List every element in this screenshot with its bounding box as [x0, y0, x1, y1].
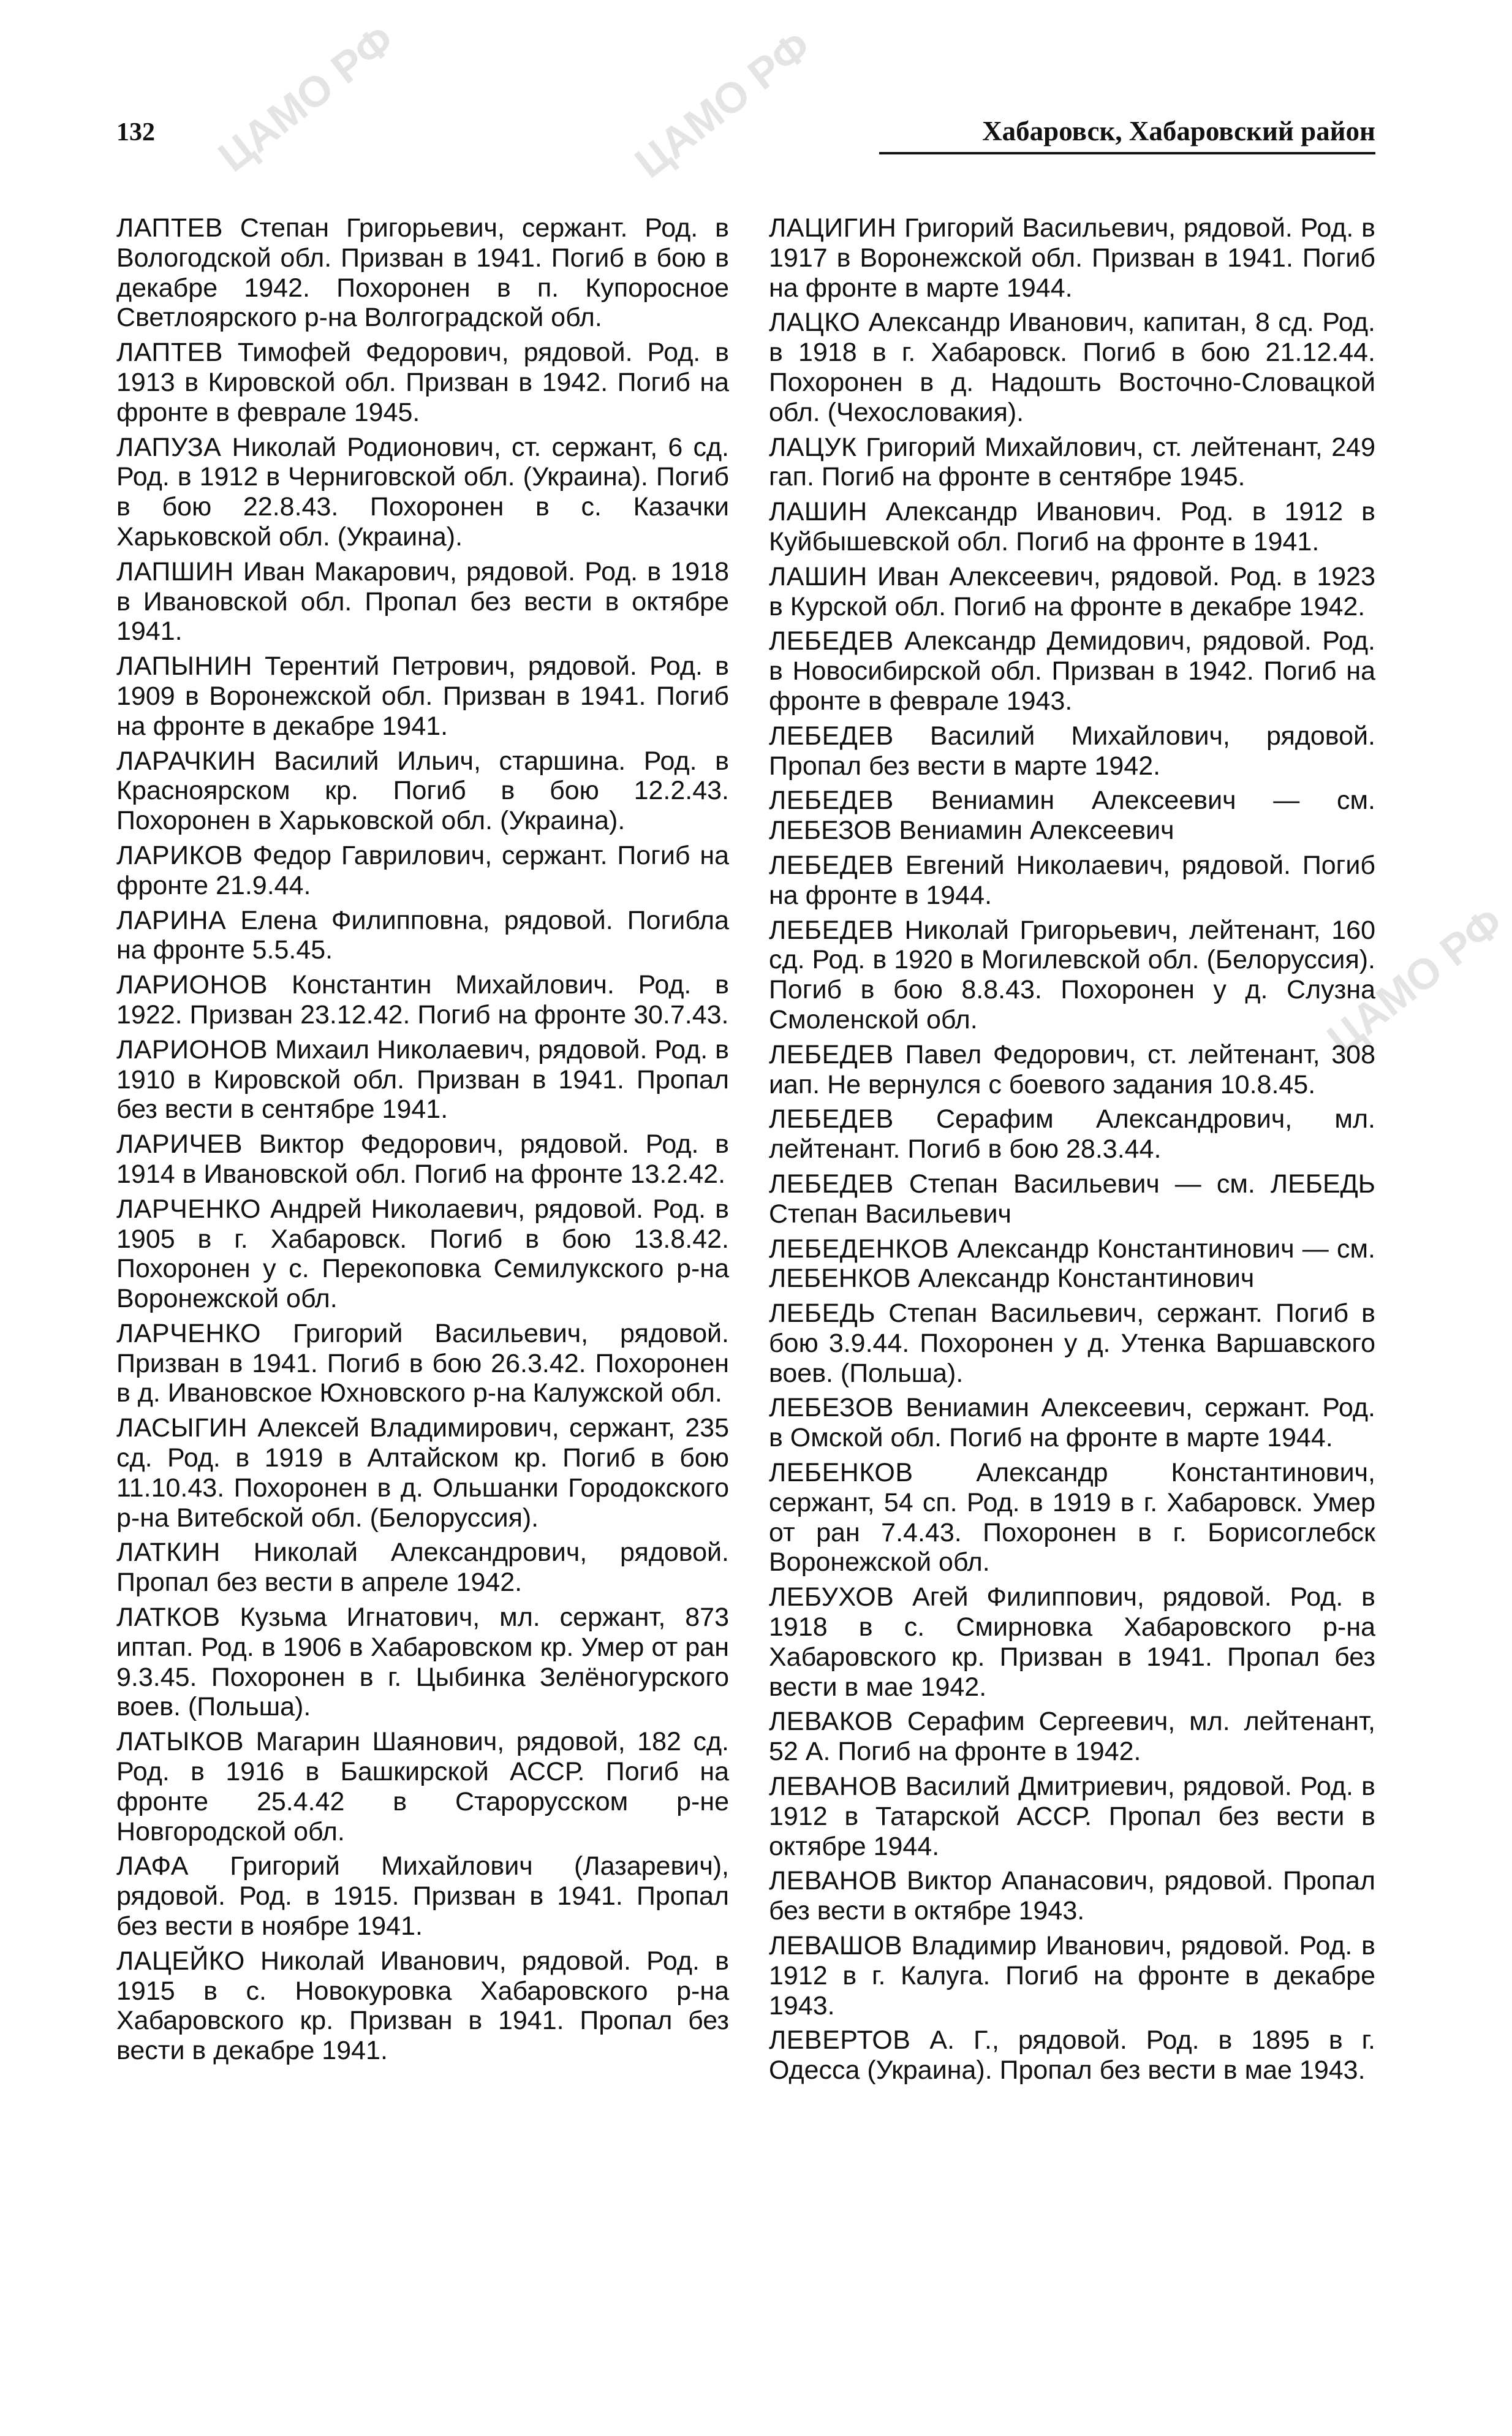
left-column: [116, 213, 729, 2071]
entry-surname: ЛАЦКО: [769, 308, 861, 338]
entry: [769, 1234, 1375, 1294]
entry: [769, 308, 1375, 427]
entry-surname: ЛЕБЕДЕВ: [769, 915, 894, 945]
entry-text: Агей Филиппович, рядовой. Род. в 1918 в с. Смирновка Хабаровского р-на Хабаровского кр. Призван в 1941. Пропал без вести в мае 1942.: [769, 1582, 1375, 1702]
entry-surname: ЛАРИНА: [116, 905, 227, 935]
entry: [116, 1319, 729, 1408]
entry: [769, 1299, 1375, 1388]
entry-text: Владимир Иванович, рядовой. Род. в 1912 в г. Калуга. Погиб на фронте в декабре 1943.: [769, 1931, 1375, 2021]
entry-surname: ЛЕВЕРТОВ: [769, 2025, 911, 2055]
entry: [769, 721, 1375, 781]
entry-text: Константин Михайлович. Род. в 1922. Призван 23.12.42. Погиб на фронте 30.7.43.: [116, 970, 730, 1030]
entry: [116, 1851, 729, 1941]
entry-text: Серафим Александрович, мл. лейтенант. Погиб в бою 28.3.44.: [769, 1104, 1375, 1164]
entry-text: Иван Алексеевич, рядовой. Род. в 1923 в Курской обл. Погиб на фронте в декабре 1942.: [769, 561, 1375, 621]
entry-text: Андрей Николаевич, рядовой. Род. в 1905 в г. Хабаровск. Погиб в бою 13.8.42. Похоронен у с. Перекоповка Семилукского р-на Воронежской обл.: [116, 1194, 729, 1314]
entry-surname: ЛЕБЕДЕВ: [769, 721, 894, 751]
entry-surname: ЛЕБЕДЕВ: [769, 1169, 894, 1199]
entry-text: Серафим Сергеевич, мл. лейтенант, 52 А. Погиб на фронте в 1942.: [769, 1707, 1376, 1767]
entry-text: Вениамин Алексеевич — см. ЛЕБЕЗОВ Вениамин Алексеевич: [769, 786, 1376, 846]
entry-surname: ЛЕБЕДЕВ: [769, 1039, 894, 1069]
entry-surname: ЛЕБУХОВ: [769, 1582, 894, 1612]
entry-surname: ЛЕВАШОВ: [769, 1931, 902, 1961]
entry-text: Николай Иванович, рядовой. Род. в 1915 в с. Новокуровка Хабаровского р-на Хабаровского кр. Призван в 1941. Пропал без вести в декабре 1941.: [116, 1946, 729, 2066]
entry: [769, 433, 1375, 493]
entry-surname: ЛАШИН: [769, 561, 868, 591]
entry-text: Павел Федорович, ст. лейтенант, 308 иап. Не вернулся с боевого задания 10.8.45.: [769, 1039, 1375, 1099]
entry-text: Николай Родионович, ст. сержант, 6 сд. Род. в 1912 в Черниговской обл. (Украина). Погиб в бою 22.8.43. Похоронен в с. Казачки Харьковской обл. (Украина).: [116, 432, 729, 552]
entry-surname: ЛАРИОНОВ: [116, 1034, 268, 1064]
entry-surname: ЛЕБЕДЕВ: [769, 626, 894, 656]
entry-surname: ЛАРИКОВ: [116, 840, 243, 870]
entry: [769, 1040, 1375, 1100]
entry: [116, 1603, 729, 1722]
entry-text: Елена Филипповна, рядовой. Погибла на фронте 5.5.45.: [116, 905, 729, 965]
entry-text: Василий Дмитриевич, рядовой. Род. в 1912 в Татарской АССР. Пропал без вести в октябре 1944.: [769, 1772, 1375, 1861]
entry-surname: ЛЕБЕЗОВ: [769, 1393, 894, 1423]
entry-text: Григорий Михайлович, ст. лейтенант, 249 гап. Погиб на фронте в сентябре 1945.: [769, 432, 1375, 492]
entry-surname: ЛАЦУК: [769, 432, 857, 462]
entry-text: Степан Васильевич — см. ЛЕБЕДЬ Степан Васильевич: [769, 1169, 1375, 1229]
entry: [769, 562, 1375, 622]
entry: [769, 1707, 1375, 1767]
entry: [116, 1946, 729, 2066]
entry-surname: ЛАЦЕЙКО: [116, 1946, 245, 1976]
entry: [769, 1458, 1375, 1577]
entry-surname: ЛЕБЕДЕВ: [769, 786, 894, 816]
entry: [116, 1413, 729, 1533]
entry-text: Михаил Николаевич, рядовой. Род. в 1910 в Кировской обл. Призван в 1941. Пропал без вести в сентябре 1941.: [116, 1034, 729, 1125]
entry-surname: ЛАРИЧЕВ: [116, 1129, 243, 1159]
entry-text: Виктор Апанасович, рядовой. Пропал без вести в октябре 1943.: [769, 1866, 1375, 1926]
entry-surname: ЛАПЫНИН: [116, 651, 252, 681]
entry: [116, 557, 729, 647]
entry-text: Григорий Васильевич, рядовой. Род. в 1917 в Воронежской обл. Призван в 1941. Погиб на фронте в марте 1944.: [769, 213, 1375, 303]
entry-text: Григорий Васильевич, рядовой. Призван в 1941. Погиб в бою 26.3.42. Похоронен в д. Ивановское Юхновского р-на Калужской обл.: [116, 1318, 729, 1408]
entry-surname: ЛЕБЕДЕВ: [769, 850, 894, 880]
entry-surname: ЛАТКОВ: [116, 1603, 221, 1633]
entry-text: Федор Гаврилович, сержант. Погиб на фронте 21.9.44.: [116, 840, 729, 900]
entry: [769, 1866, 1375, 1926]
entry: [116, 906, 729, 966]
entry: [116, 970, 729, 1030]
entry: [769, 1104, 1375, 1164]
entry: [769, 916, 1375, 1035]
running-title: Хабаровск, Хабаровский район: [982, 116, 1375, 146]
watermark: ЦАМО РФ: [209, 15, 403, 181]
entry-surname: ЛАФА: [116, 1851, 189, 1881]
entry-text: Алексей Владимирович, сержант, 235 сд. Род. в 1919 в Алтайском кр. Погиб в бою 11.10.43. Похоронен в д. Ольшанки Городокского р-на Витебской обл. (Белоруссия).: [116, 1413, 729, 1533]
entry-text: Виктор Федорович, рядовой. Род. в 1914 в Ивановской обл. Погиб на фронте 13.2.42.: [116, 1129, 729, 1189]
entry: [769, 1169, 1375, 1229]
entry-surname: ЛЕБЕДЕВ: [769, 1104, 894, 1134]
entry: [769, 786, 1375, 846]
entry-surname: ЛАСЫГИН: [116, 1413, 248, 1443]
entry-text: Александр Константинович — см. ЛЕБЕНКОВ Александр Константинович: [769, 1234, 1375, 1294]
entry: [116, 1727, 729, 1846]
entry-text: Григорий Михайлович (Лазаревич), рядовой. Род. в 1915. Призван в 1941. Пропал без вести в ноябре 1941.: [116, 1851, 729, 1941]
entry: [116, 338, 729, 427]
entry: [116, 1538, 729, 1598]
entry-surname: ЛАРЧЕНКО: [116, 1318, 261, 1348]
watermark: ЦАМО РФ: [1318, 897, 1512, 1064]
entry-surname: ЛАРАЧКИН: [116, 746, 256, 776]
entry-surname: ЛАШИН: [769, 497, 868, 527]
entry: [769, 1772, 1375, 1861]
entry: [769, 1931, 1375, 2021]
entry: [769, 626, 1375, 716]
entry-surname: ЛЕВАКОВ: [769, 1707, 894, 1737]
entry: [116, 651, 729, 741]
entry-text: Александр Константинович, сержант, 54 сп. Род. в 1919 в г. Хабаровск. Умер от ран 7.4.43. Похоронен в г. Борисоглебск Воронежской обл.: [769, 1458, 1376, 1577]
watermark: ЦАМО РФ: [626, 21, 820, 188]
entry-text: Евгений Николаевич, рядовой. Погиб на фронте в 1944.: [769, 850, 1376, 910]
entry-surname: ЛАПТЕВ: [116, 213, 223, 243]
entry-surname: ЛЕБЕНКОВ: [769, 1458, 913, 1488]
entry-text: Александр Иванович, капитан, 8 сд. Род. в 1918 в г. Хабаровск. Погиб в бою 21.12.44. Похоронен в д. Надошть Восточно-Словацкой обл. (Чехословакия).: [769, 308, 1375, 427]
entry: [769, 213, 1375, 303]
entry-text: Магарин Шаянович, рядовой, 182 сд. Род. в 1916 в Башкирской АССР. Погиб на фронте 25.4.42 в Старорусском р-не Новгородской обл.: [116, 1727, 729, 1846]
entry-surname: ЛАПТЕВ: [116, 338, 223, 368]
entry-surname: ЛАРИОНОВ: [116, 970, 268, 1000]
entry: [116, 1035, 729, 1125]
entry-text: Кузьма Игнатович, мл. сержант, 873 иптап. Род. в 1906 в Хабаровском кр. Умер от ран 9.3.45. Похоронен в г. Цыбинка Зелёногурского воев. (Польша).: [116, 1603, 729, 1722]
page-header: [116, 92, 1375, 148]
entry: [116, 1129, 729, 1190]
entry-text: Николай Александрович, рядовой. Пропал без вести в апреле 1942.: [116, 1538, 729, 1598]
entry-surname: ЛАПШИН: [116, 556, 234, 586]
entry-text: А. Г., рядовой. Род. в 1895 в г. Одесса (Украина). Пропал без вести в мае 1943.: [769, 2025, 1375, 2085]
entry-surname: ЛАЦИГИН: [769, 213, 897, 243]
entry: [116, 746, 729, 836]
entry-text: Степан Григорьевич, сержант. Род. в Вологодской обл. Призван в 1941. Погиб в бою в декабре 1942. Похоронен в п. Купоросное Светлоярского р-на Волгоградской обл.: [116, 213, 729, 333]
entry: [116, 433, 729, 552]
entry: [116, 841, 729, 901]
entry-text: Терентий Петрович, рядовой. Род. в 1909 в Воронежской обл. Призван в 1941. Погиб на фронте в декабре 1941.: [116, 651, 729, 741]
entry: [769, 497, 1375, 557]
entry: [116, 1194, 729, 1314]
page-number: 132: [116, 118, 155, 146]
header-rule: [879, 152, 1375, 154]
entry: [769, 1582, 1375, 1702]
entry-surname: ЛЕБЕДЬ: [769, 1299, 876, 1329]
entry: [116, 213, 729, 333]
entry-surname: ЛЕВАНОВ: [769, 1772, 898, 1802]
entry: [769, 1393, 1375, 1453]
entry-text: Александр Иванович. Род. в 1912 в Куйбышевской обл. Погиб на фронте в 1941.: [769, 497, 1375, 556]
right-column: [769, 213, 1375, 2090]
entry-text: Иван Макарович, рядовой. Род. в 1918 в Ивановской обл. Пропал без вести в октябре 1941.: [116, 556, 729, 647]
entry-text: Александр Демидович, рядовой. Род. в Новосибирской обл. Призван в 1942. Погиб на фронте в феврале 1943.: [769, 626, 1375, 716]
entry-surname: ЛАРЧЕНКО: [116, 1194, 261, 1224]
entry-surname: ЛЕВАНОВ: [769, 1866, 898, 1896]
entry-text: Вениамин Алексеевич, сержант. Род. в Омской обл. Погиб на фронте в марте 1944.: [769, 1393, 1375, 1453]
entry-text: Николай Григорьевич, лейтенант, 160 сд. Род. в 1920 в Могилевской обл. (Белоруссия). Погиб в бою 8.8.43. Похоронен у д. Слузна Смоленской обл.: [769, 915, 1375, 1034]
entry-text: Степан Васильевич, сержант. Погиб в бою 3.9.44. Похоронен у д. Утенка Варшавского воев. (Польша).: [769, 1299, 1375, 1388]
entry-surname: ЛАТКИН: [116, 1538, 221, 1568]
entry: [769, 851, 1375, 911]
entry-text: Тимофей Федорович, рядовой. Род. в 1913 в Кировской обл. Призван в 1942. Погиб на фронте в феврале 1945.: [116, 338, 729, 427]
entry-text: Василий Михайлович, рядовой. Пропал без вести в марте 1942.: [769, 721, 1375, 781]
entry-text: Василий Ильич, старшина. Род. в Красноярском кр. Погиб в бою 12.2.43. Похоронен в Харьковской обл. (Украина).: [116, 746, 729, 836]
entry-surname: ЛАТЫКОВ: [116, 1727, 244, 1757]
entry-surname: ЛЕБЕДЕНКОВ: [769, 1234, 950, 1264]
entry: [769, 2025, 1375, 2085]
entry-surname: ЛАПУЗА: [116, 432, 222, 462]
